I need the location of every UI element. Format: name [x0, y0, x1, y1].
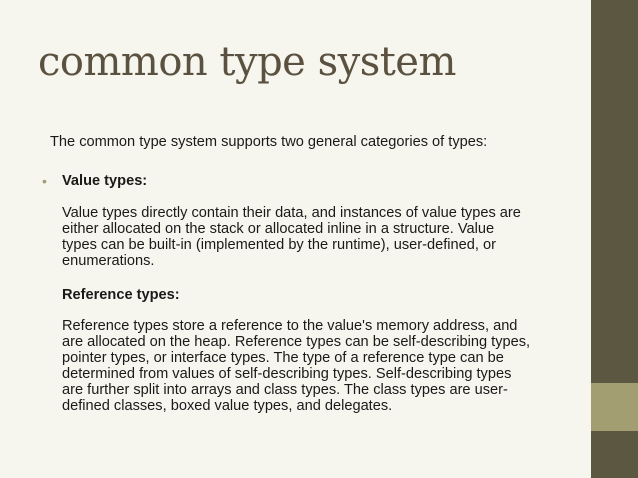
reference-types-line: pointer types, or interface types. The type of a reference type can be: [62, 350, 504, 366]
value-types-line: either allocated on the stack or allocated inline in a structure. Value: [62, 221, 495, 237]
value-types-heading: Value types:: [62, 173, 148, 189]
reference-types-line: are further split into arrays and class types. The class types are user-: [62, 382, 508, 398]
reference-types-paragraph: [62, 318, 572, 414]
value-types-line: Value types directly contain their data, and instances of value types are: [62, 205, 521, 221]
bullet-dot-icon: •: [42, 173, 47, 189]
slide-title: common type system: [38, 39, 456, 85]
value-types-line: types can be built-in (implemented by the runtime), user-defined, or: [62, 237, 496, 253]
reference-types-line: are allocated on the heap. Reference types can be self-describing types,: [62, 334, 531, 350]
value-types-paragraph: [62, 205, 572, 269]
side-accent-block: [591, 383, 638, 431]
value-types-line: enumerations.: [62, 253, 155, 269]
reference-types-line: Reference types store a reference to the value's memory address, and: [62, 318, 518, 334]
reference-types-line: determined from values of self-describing types. Self-describing types: [62, 366, 512, 382]
reference-types-line: defined classes, boxed value types, and delegates.: [62, 398, 393, 414]
reference-types-heading: Reference types:: [62, 287, 180, 303]
intro-text: The common type system supports two general categories of types:: [50, 134, 488, 150]
